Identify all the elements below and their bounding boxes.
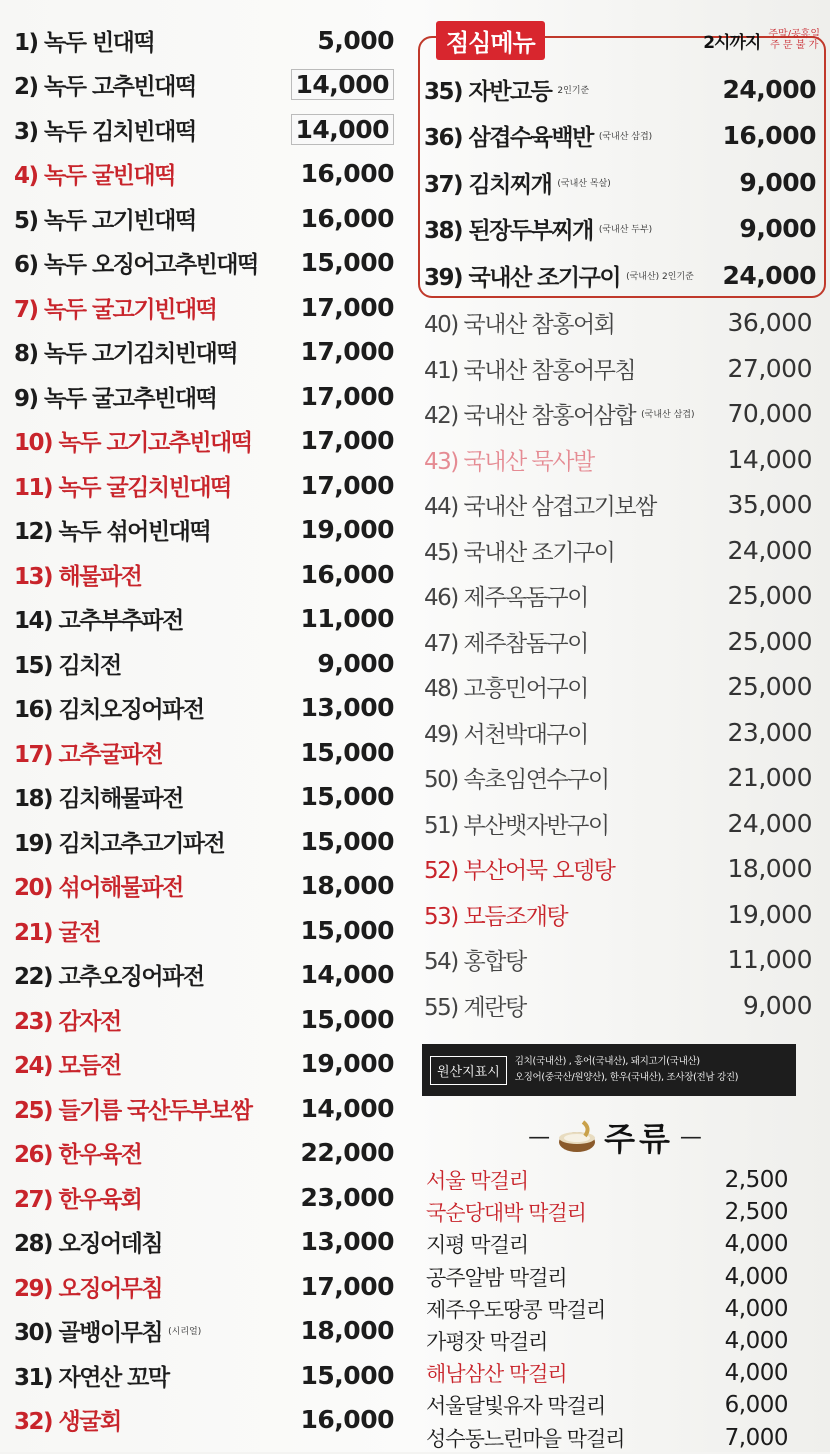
lunch-weekend-note: 주말/공휴일 주 문 불 가 <box>768 29 820 51</box>
menu-item-name: 51) 부산뱃자반구이 <box>424 812 609 839</box>
menu-item-price: 16,000 <box>300 559 394 589</box>
menu-row <box>14 1264 394 1309</box>
menu-item-price: 4,000 <box>724 1295 788 1322</box>
menu-item-name: 27) 한우육회 <box>14 1186 142 1213</box>
menu-item-price: 16,000 <box>300 159 394 189</box>
makgeolli-bowl-icon <box>556 1118 598 1156</box>
menu-item-name: 공주알밤 막걸리 <box>426 1265 567 1290</box>
menu-item-price: 15,000 <box>300 826 394 856</box>
menu-row <box>424 664 812 710</box>
menu-row <box>14 864 394 909</box>
origin-notice <box>422 1044 796 1096</box>
menu-item-price: 14,000 <box>300 960 394 990</box>
menu-item-price: 16,000 <box>300 1405 394 1435</box>
menu-item-name: 5) 녹두 고기빈대떡 <box>14 207 196 234</box>
menu-item-name: 20) 섞어해물파전 <box>14 875 183 902</box>
menu-item-price: 17,000 <box>300 470 394 500</box>
menu-row <box>14 597 394 642</box>
menu-item-price: 4,000 <box>724 1263 788 1290</box>
lunch-title: 점심메뉴 <box>436 21 545 60</box>
menu-item-price: 24,000 <box>727 535 812 565</box>
menu-item-price: 15,000 <box>300 737 394 767</box>
menu-item-price: 19,000 <box>300 1049 394 1079</box>
menu-row <box>14 463 394 508</box>
menu-item-price: 9,000 <box>739 167 816 197</box>
menu-item-note: (국내산 목살) <box>557 178 611 189</box>
menu-item-price: 24,000 <box>722 260 816 290</box>
menu-item-name: 가평잣 막걸리 <box>426 1330 548 1355</box>
menu-item-note: (국내산 두부) <box>598 225 653 236</box>
menu-item-price: 21,000 <box>727 763 812 793</box>
menu-row <box>14 641 394 686</box>
menu-item-name: 9) 녹두 굴고추빈대떡 <box>14 385 217 412</box>
menu-item-name: 2) 녹두 고추빈대떡 <box>14 74 196 101</box>
menu-item-name: 서울 막걸리 <box>426 1169 529 1194</box>
origin-text: 김치(국내산) , 홍어(국내산), 돼지고기(국내산) 오징어(중국산/원양산), 한우(국내산), 조사장(전남 강진) <box>514 1056 739 1083</box>
menu-item-name: 38) 된장두부찌개 <box>424 218 593 245</box>
menu-row <box>14 1086 394 1131</box>
menu-item-price: 17,000 <box>300 292 394 322</box>
menu-item-price: 15,000 <box>300 248 394 278</box>
menu-row <box>14 330 394 375</box>
menu-item-price: 13,000 <box>300 693 394 723</box>
menu-item-name: 성수동느린마을 막걸리 <box>426 1426 625 1451</box>
menu-item-price: 4,000 <box>724 1328 788 1355</box>
menu-item-name: 42) 국내산 참홍어삼합 <box>424 403 636 430</box>
menu-item-price: 11,000 <box>300 604 394 634</box>
menu-item-price: 25,000 <box>727 581 812 611</box>
menu-item-name: 48) 고흥민어구이 <box>424 676 588 703</box>
drink-row <box>426 1164 788 1196</box>
menu-item-price: 9,000 <box>739 214 816 244</box>
menu-row <box>14 285 394 330</box>
menu-row <box>14 819 394 864</box>
menu-item-price: 2,500 <box>724 1199 788 1226</box>
menu-item-price: 23,000 <box>727 717 812 747</box>
menu-row <box>14 1175 394 1220</box>
menu-item-price: 14,000 <box>300 1093 394 1123</box>
drink-row <box>426 1357 788 1389</box>
menu-row <box>424 437 812 483</box>
menu-item-name: 40) 국내산 참홍어회 <box>424 312 615 339</box>
menu-row <box>424 937 812 983</box>
menu-item-note: (시리얼) <box>168 1327 202 1338</box>
menu-row <box>14 552 394 597</box>
menu-item-price: 17,000 <box>300 381 394 411</box>
menu-item-name: 46) 제주옥돔구이 <box>424 585 588 612</box>
menu-item-name: 1) 녹두 빈대떡 <box>14 29 155 56</box>
menu-item-name: 24) 모듬전 <box>14 1053 121 1080</box>
lunch-row <box>424 66 816 113</box>
menu-row <box>14 374 394 419</box>
menu-item-note: 2인기준 <box>557 85 590 96</box>
menu-row <box>14 997 394 1042</box>
menu-row <box>14 196 394 241</box>
menu-item-name: 13) 해물파전 <box>14 563 142 590</box>
menu-item-price: 17,000 <box>300 1271 394 1301</box>
drink-row <box>426 1196 788 1228</box>
menu-item-price: 19,000 <box>727 899 812 929</box>
menu-row <box>14 1042 394 1087</box>
drinks-list <box>426 1164 788 1454</box>
menu-item-price: 35,000 <box>727 490 812 520</box>
drinks-title: 주류 <box>604 1120 674 1158</box>
menu-item-price: 4,000 <box>724 1231 788 1258</box>
menu-item-name: 37) 김치찌개 <box>424 171 552 198</box>
menu-item-price: 25,000 <box>727 672 812 702</box>
menu-item-name: 15) 김치전 <box>14 652 121 679</box>
menu-item-name: 55) 계란탕 <box>424 994 526 1021</box>
drinks-dash-left: — <box>528 1124 551 1150</box>
menu-row <box>14 1309 394 1354</box>
menu-item-name: 16) 김치오징어파전 <box>14 697 204 724</box>
menu-row <box>424 892 812 938</box>
menu-item-price: 9,000 <box>317 648 394 678</box>
lunch-row <box>424 159 816 206</box>
menu-item-name: 35) 자반고등 <box>424 78 552 105</box>
lunch-row <box>424 113 816 160</box>
menu-item-price: 9,000 <box>742 990 812 1020</box>
menu-row <box>424 573 812 619</box>
menu-item-name: 19) 김치고추고기파전 <box>14 830 225 857</box>
menu-row <box>14 1398 394 1443</box>
menu-item-name: 해남삼산 막걸리 <box>426 1362 567 1387</box>
origin-label: 원산지표시 <box>430 1056 507 1085</box>
menu-item-name: 29) 오징어무침 <box>14 1275 163 1302</box>
menu-item-name: 14) 고추부추파전 <box>14 608 183 635</box>
menu-item-name: 26) 한우육전 <box>14 1142 142 1169</box>
menu-item-name: 36) 삼겹수육백반 <box>424 125 593 152</box>
menu-item-name: 32) 생굴회 <box>14 1409 121 1436</box>
menu-row <box>14 908 394 953</box>
drinks-header <box>500 1112 730 1162</box>
menu-item-price: 13,000 <box>300 1227 394 1257</box>
menu-item-name: 49) 서천박대구이 <box>424 721 588 748</box>
menu-item-name: 43) 국내산 묵사발 <box>424 448 594 475</box>
menu-item-price: 5,000 <box>317 25 394 55</box>
menu-item-price: 2,500 <box>724 1167 788 1194</box>
menu-row <box>424 391 812 437</box>
menu-item-name: 6) 녹두 오징어고추빈대떡 <box>14 252 258 279</box>
menu-row <box>424 346 812 392</box>
menu-row <box>14 686 394 731</box>
menu-row <box>14 1220 394 1265</box>
menu-row <box>14 775 394 820</box>
menu-item-price: 15,000 <box>300 782 394 812</box>
drink-row <box>426 1389 788 1421</box>
menu-item-name: 12) 녹두 섞어빈대떡 <box>14 519 211 546</box>
menu-row <box>14 1131 394 1176</box>
menu-item-name: 3) 녹두 김치빈대떡 <box>14 118 196 145</box>
menu-item-price: 7,000 <box>724 1424 788 1451</box>
menu-item-price: 14,000 <box>291 114 394 145</box>
lunch-time: 2시까지 <box>703 32 761 53</box>
menu-item-note: (국내산 삼겹) <box>641 410 695 421</box>
menu-item-name: 11) 녹두 굴김치빈대떡 <box>14 474 231 501</box>
menu-item-name: 39) 국내산 조기구이 <box>424 264 621 291</box>
lunch-menu-list <box>424 66 816 299</box>
drink-row <box>426 1325 788 1357</box>
menu-item-price: 17,000 <box>300 426 394 456</box>
menu-item-price: 18,000 <box>300 871 394 901</box>
lunch-header <box>436 22 820 58</box>
menu-item-price: 11,000 <box>727 945 812 975</box>
menu-row <box>14 63 394 108</box>
menu-item-name: 52) 부산어묵 오뎅탕 <box>424 858 615 885</box>
menu-item-note: (국내산 삼겹) <box>598 132 653 143</box>
menu-item-name: 21) 굴전 <box>14 919 100 946</box>
menu-item-name: 44) 국내산 삼겹고기보쌈 <box>424 494 656 521</box>
menu-item-name: 17) 고추굴파전 <box>14 741 163 768</box>
menu-row <box>424 755 812 801</box>
drink-row <box>426 1422 788 1454</box>
menu-item-price: 16,000 <box>722 121 816 151</box>
menu-item-price: 14,000 <box>291 69 394 100</box>
menu-row <box>424 846 812 892</box>
menu-item-price: 27,000 <box>727 353 812 383</box>
menu-row <box>14 241 394 286</box>
menu-row <box>424 801 812 847</box>
menu-row <box>14 508 394 553</box>
menu-item-name: 18) 김치해물파전 <box>14 786 183 813</box>
menu-row <box>424 619 812 665</box>
menu-item-note: (국내산) 2인기준 <box>626 271 694 282</box>
menu-row <box>14 1353 394 1398</box>
lunch-row <box>424 252 816 299</box>
menu-item-price: 14,000 <box>727 444 812 474</box>
menu-item-price: 22,000 <box>300 1138 394 1168</box>
menu-item-price: 24,000 <box>722 74 816 104</box>
menu-item-price: 17,000 <box>300 337 394 367</box>
menu-item-name: 50) 속초임연수구이 <box>424 767 609 794</box>
menu-item-price: 15,000 <box>300 1360 394 1390</box>
drink-row <box>426 1228 788 1260</box>
menu-item-name: 45) 국내산 조기구이 <box>424 539 615 566</box>
menu-row <box>424 528 812 574</box>
lunch-row <box>424 206 816 253</box>
menu-item-name: 22) 고추오징어파전 <box>14 964 204 991</box>
menu-item-price: 70,000 <box>727 399 812 429</box>
menu-row <box>424 300 812 346</box>
menu-item-name: 23) 감자전 <box>14 1008 121 1035</box>
menu-row <box>14 730 394 775</box>
menu-item-name: 국순당대박 막걸리 <box>426 1201 586 1226</box>
menu-item-price: 24,000 <box>727 808 812 838</box>
menu-item-name: 제주우도땅콩 막걸리 <box>426 1297 606 1322</box>
menu-item-name: 53) 모듬조개탕 <box>424 903 568 930</box>
menu-item-name: 47) 제주참돔구이 <box>424 630 588 657</box>
menu-item-price: 18,000 <box>727 854 812 884</box>
menu-item-name: 41) 국내산 참홍어무침 <box>424 357 636 384</box>
menu-row <box>424 482 812 528</box>
menu-item-price: 25,000 <box>727 626 812 656</box>
menu-item-name: 31) 자연산 꼬막 <box>14 1364 169 1391</box>
left-menu-column <box>14 18 394 1442</box>
menu-row <box>14 18 394 63</box>
drink-row <box>426 1261 788 1293</box>
menu-row <box>14 152 394 197</box>
menu-row <box>14 953 394 998</box>
menu-item-price: 23,000 <box>300 1182 394 1212</box>
menu-item-name: 10) 녹두 고기고추빈대떡 <box>14 430 252 457</box>
menu-item-price: 15,000 <box>300 1004 394 1034</box>
menu-item-name: 지평 막걸리 <box>426 1233 529 1258</box>
menu-item-price: 18,000 <box>300 1316 394 1346</box>
menu-item-price: 19,000 <box>300 515 394 545</box>
menu-item-name: 서울달빛유자 막걸리 <box>426 1394 606 1419</box>
menu-item-name: 25) 들기름 국산두부보쌈 <box>14 1097 252 1124</box>
menu-item-name: 28) 오징어데침 <box>14 1231 163 1258</box>
menu-item-price: 36,000 <box>727 308 812 338</box>
menu-row <box>424 983 812 1029</box>
menu-item-price: 6,000 <box>724 1392 788 1419</box>
menu-item-price: 4,000 <box>724 1360 788 1387</box>
drink-row <box>426 1293 788 1325</box>
menu-item-price: 15,000 <box>300 915 394 945</box>
right-menu-column <box>424 300 812 1028</box>
menu-row <box>14 419 394 464</box>
menu-row <box>424 710 812 756</box>
menu-row <box>14 107 394 152</box>
menu-item-name: 7) 녹두 굴고기빈대떡 <box>14 296 217 323</box>
drinks-dash-right: — <box>679 1124 702 1150</box>
menu-item-name: 4) 녹두 굴빈대떡 <box>14 163 175 190</box>
menu-item-price: 16,000 <box>300 203 394 233</box>
menu-item-name: 30) 골뱅이무침 <box>14 1320 163 1347</box>
menu-item-name: 54) 홍합탕 <box>424 949 526 976</box>
menu-item-name: 8) 녹두 고기김치빈대떡 <box>14 341 237 368</box>
